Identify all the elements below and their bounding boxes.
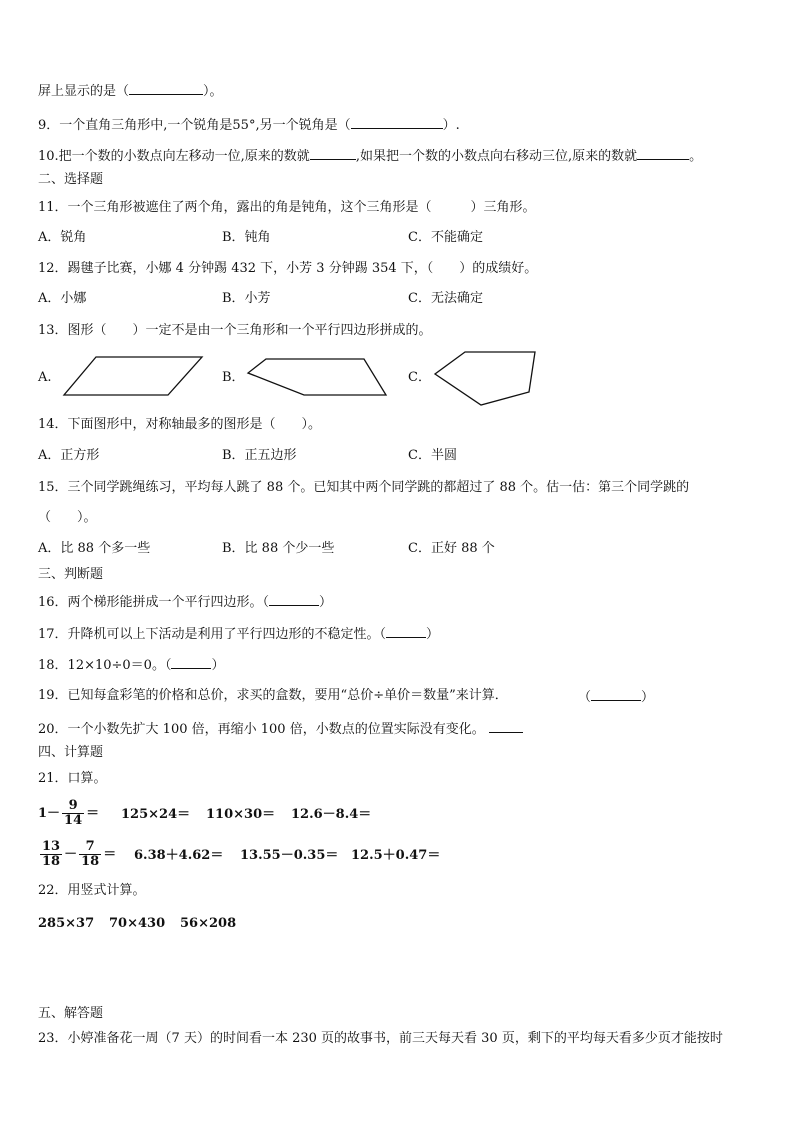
- parallelogram-shape: [62, 355, 206, 397]
- answer-blank[interactable]: [386, 625, 426, 638]
- q15-option-c[interactable]: C．正好 88 个: [408, 541, 495, 556]
- section-judge-title: 三、判断题: [38, 567, 104, 582]
- vertical-calc-1: 285×37: [38, 916, 95, 931]
- calc-expr-1: 1－ $\frac{9}{14}$ ＝: [38, 798, 100, 828]
- answer-blank[interactable]: [351, 116, 443, 129]
- question-15-cont: （ ）。: [38, 510, 97, 525]
- fraction: $\frac{7}{18}$: [81, 839, 100, 869]
- calc-expr-2: 125×24＝: [121, 807, 191, 822]
- fraction: $\frac{13}{18}$: [42, 839, 61, 869]
- question-12: 12．踢毽子比赛，小娜 4 分钟踢 432 下，小芳 3 分钟踢 354 下，（ ）的成绩好。: [38, 261, 538, 276]
- q15-option-b[interactable]: B．比 88 个少一些: [222, 541, 335, 556]
- answer-blank[interactable]: [591, 688, 641, 701]
- question-15: 15．三个同学跳绳练习，平均每人跳了 88 个。已知其中两个同学跳的都超过了 88 个。估一估：第三个同学跳的: [38, 480, 690, 495]
- question-10: 10.把一个数的小数点向左移动一位,原来的数就 ,如果把一个数的小数点向右移动三位,原来的数就 。: [38, 149, 703, 164]
- answer-blank[interactable]: [269, 593, 319, 606]
- question-19-answer: （ ）: [578, 690, 655, 705]
- q14-option-a[interactable]: A．正方形: [38, 448, 100, 463]
- vertical-calc-2: 70×430: [109, 916, 166, 931]
- calc-expr-3: 110×30＝: [206, 807, 276, 822]
- q13-option-c[interactable]: C．: [408, 370, 431, 385]
- calc-expr-5: $\frac{13}{18}$ － $\frac{7}{18}$ ＝: [42, 839, 117, 869]
- calc-expr-8: 12.5＋0.47＝: [351, 848, 441, 863]
- q14-option-c[interactable]: C．半圆: [408, 448, 457, 463]
- section-calc-title: 四、计算题: [38, 745, 104, 760]
- question-16: 16．两个梯形能拼成一个平行四边形。（ ）: [38, 595, 333, 610]
- question-21: 21．口算。: [38, 771, 107, 786]
- question-22: 22．用竖式计算。: [38, 883, 146, 898]
- q11-option-a[interactable]: A．锐角: [38, 230, 87, 245]
- q11-option-c[interactable]: C．不能确定: [408, 230, 483, 245]
- q13-option-b[interactable]: B．: [222, 370, 245, 385]
- trapezoid-pentagon-shape: [246, 357, 388, 397]
- q12-option-b[interactable]: B．小芳: [222, 291, 271, 306]
- q11-option-b[interactable]: B．钝角: [222, 230, 271, 245]
- answer-blank[interactable]: [637, 147, 689, 160]
- question-20: 20．一个小数先扩大 100 倍，再缩小 100 倍，小数点的位置实际没有变化。: [38, 720, 523, 738]
- irregular-pentagon-shape: [433, 350, 539, 408]
- q12-option-c[interactable]: C．无法确定: [408, 291, 483, 306]
- q13-option-a[interactable]: A.: [38, 370, 52, 385]
- q8-tail: 屏上显示的是（ ）。: [38, 84, 223, 99]
- q12-option-a[interactable]: A．小娜: [38, 291, 87, 306]
- question-19: 19．已知每盒彩笔的价格和总价，求买的盒数，要用“总价÷单价＝数量”来计算．: [38, 688, 508, 703]
- calc-expr-4: 12.6－8.4＝: [291, 807, 372, 822]
- calc-expr-7: 13.55－0.35＝: [240, 848, 339, 863]
- section-choice-title: 二、选择题: [38, 172, 104, 187]
- question-13: 13．图形（ ）一定不是由一个三角形和一个平行四边形拼成的。: [38, 323, 432, 338]
- answer-blank[interactable]: [310, 147, 356, 160]
- calc-expr-6: 6.38＋4.62＝: [134, 848, 224, 863]
- answer-blank[interactable]: [171, 656, 211, 669]
- fraction: $\frac{9}{14}$: [64, 798, 83, 828]
- question-17: 17．升降机可以上下活动是利用了平行四边形的不稳定性。（ ）: [38, 627, 440, 642]
- question-11: 11．一个三角形被遮住了两个角，露出的角是钝角，这个三角形是（ ）三角形。: [38, 200, 536, 215]
- q15-option-a[interactable]: A．比 88 个多一些: [38, 541, 151, 556]
- vertical-calc-3: 56×208: [180, 916, 237, 931]
- q14-option-b[interactable]: B．正五边形: [222, 448, 297, 463]
- question-23: 23．小婷准备花一周（7 天）的时间看一本 230 页的故事书，前三天每天看 30 页，剩下的平均每天看多少页才能按时: [38, 1031, 723, 1046]
- answer-blank[interactable]: [129, 82, 203, 95]
- answer-blank[interactable]: [489, 720, 523, 733]
- section-answer-title: 五、解答题: [38, 1006, 104, 1021]
- question-9: 9．一个直角三角形中,一个锐角是55°,另一个锐角是（ ）.: [38, 118, 460, 133]
- question-14: 14．下面图形中，对称轴最多的图形是（ ）。: [38, 417, 322, 432]
- question-18: 18．12×10÷0＝0。（ ）: [38, 658, 225, 673]
